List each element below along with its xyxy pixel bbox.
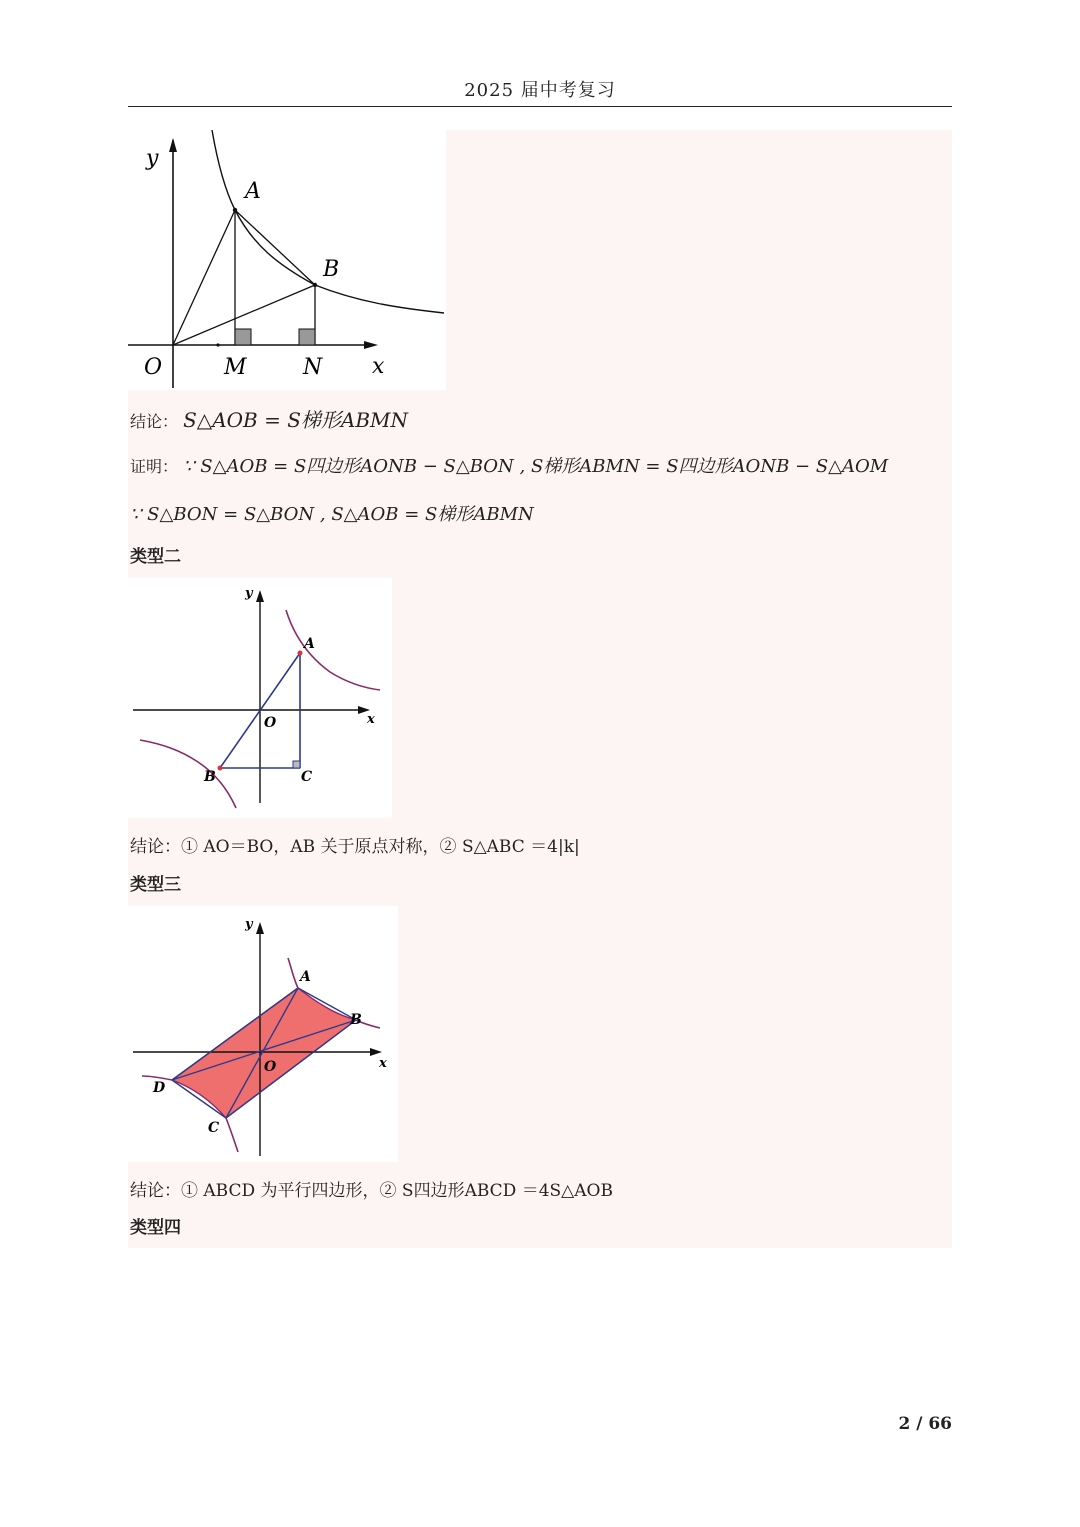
point-A <box>298 651 303 656</box>
label-D: D <box>153 1080 166 1096</box>
proof-line-2 <box>130 500 534 526</box>
label-B: B <box>204 769 216 785</box>
y-axis-arrow <box>169 138 177 152</box>
proof-line-2-expr: ∵ S△BON = S△BON , S△AOB = S梯形ABMN <box>130 504 534 525</box>
tick-mark <box>216 343 219 346</box>
page-number: 2 / 66 <box>898 1414 952 1434</box>
label-x: x <box>379 1056 387 1071</box>
label-M: M <box>224 355 247 380</box>
segment-AB <box>235 210 315 285</box>
heading-type3: 类型三 <box>130 875 181 895</box>
x-axis-arrow <box>364 341 378 349</box>
label-y: y <box>245 586 253 601</box>
label-O: O <box>264 1059 277 1075</box>
conclusion-1-prefix: 结论： <box>130 412 179 431</box>
point-A <box>233 208 237 212</box>
conclusion-2: 结论：① AO＝BO，AB 关于原点对称，② S△ABC ＝4|k| <box>130 837 580 857</box>
label-x: x <box>372 354 385 379</box>
label-O: O <box>264 715 277 731</box>
y-axis-arrow <box>256 922 264 934</box>
segment-OA <box>173 210 235 345</box>
label-x: x <box>367 712 375 727</box>
hyperbola-tip-C <box>226 1118 238 1152</box>
label-A: A <box>304 636 315 652</box>
figure1-svg <box>128 130 446 390</box>
figure2-svg <box>128 578 392 818</box>
heading-type4: 类型四 <box>130 1218 181 1238</box>
point-B <box>218 766 223 771</box>
label-A: A <box>300 969 311 985</box>
hyperbola-tip-A <box>288 958 298 988</box>
conclusion-3: 结论：① ABCD 为平行四边形，② S四边形ABCD ＝4S△AOB <box>130 1181 613 1201</box>
figure3-svg <box>128 906 398 1162</box>
point-B <box>313 283 317 287</box>
conclusion-1 <box>130 404 408 433</box>
figure-type1 <box>128 130 446 390</box>
page-header: 2025 届中考复习 <box>464 80 616 101</box>
label-C: C <box>208 1120 220 1136</box>
hyperbola-branch-2 <box>140 740 236 808</box>
proof-prefix: 证明： <box>130 457 179 476</box>
heading-type2: 类型二 <box>130 547 181 567</box>
label-B: B <box>350 1012 362 1028</box>
header-rule <box>128 106 952 107</box>
label-B: B <box>323 257 340 282</box>
label-A: A <box>245 179 261 204</box>
right-angle-N <box>299 329 315 345</box>
label-C: C <box>301 769 313 785</box>
label-O: O <box>144 355 163 380</box>
right-angle-C <box>293 761 300 768</box>
x-axis-arrow <box>370 1048 382 1056</box>
label-y: y <box>146 146 159 171</box>
parallelogram-fill <box>172 988 356 1118</box>
proof-line-1 <box>130 452 888 478</box>
label-N: N <box>303 355 323 380</box>
y-axis-arrow <box>256 590 264 602</box>
proof-line-1-expr: ∵ S△AOB = S四边形AONB − S△BON , S梯形ABMN = S四边形AONB − S△AOM <box>183 456 889 477</box>
label-y: y <box>245 917 253 932</box>
figure-type2 <box>128 578 392 818</box>
right-angle-M <box>235 329 251 345</box>
figure-type3 <box>128 906 398 1162</box>
conclusion-1-expr: S△AOB = S梯形ABMN <box>183 408 409 432</box>
